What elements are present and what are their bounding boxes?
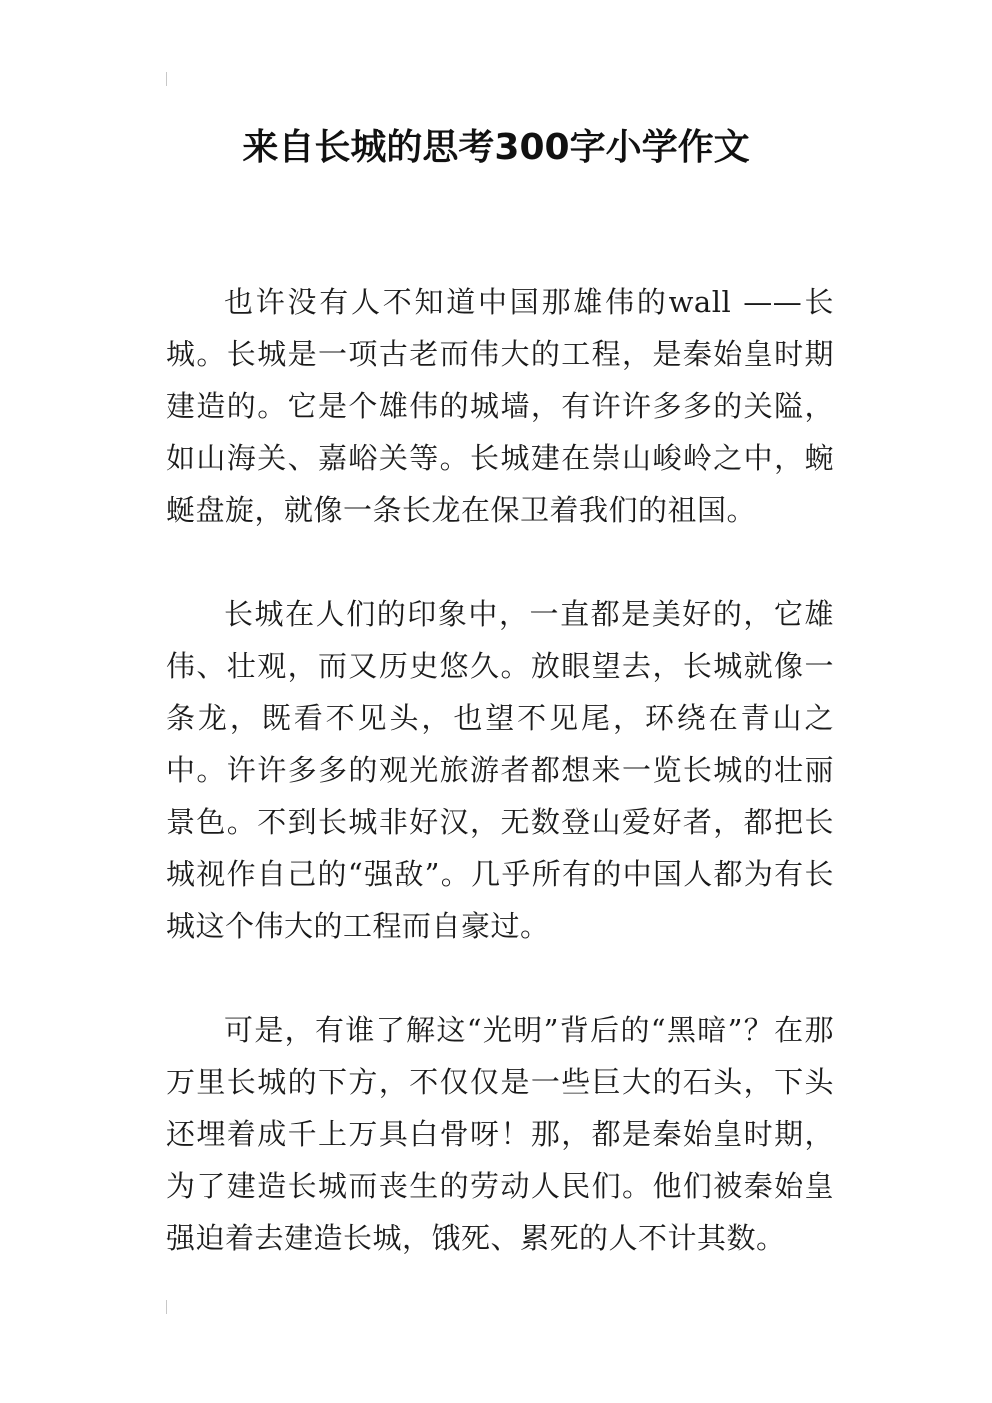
page-corner-mark-top [166, 72, 167, 86]
paragraph-2: 长城在人们的印象中，一直都是美好的，它雄伟、壮观，而又历史悠久。放眼望去，长城就像一条龙，既看不见头，也望不见尾，环绕在青山之中。许许多多的观光旅游者都想来一览长城的壮丽景色。不到长城非好汉，无数登山爱好者，都把长城视作自己的“强敌”。几乎所有的中国人都为有长城这个伟大的工程而自豪过。 [166, 597, 834, 943]
document-title: 来自长城的思考300字小学作文 [242, 127, 750, 168]
document-body [166, 276, 834, 1316]
page-corner-mark-bottom [166, 1300, 167, 1314]
paragraph-3: 可是，有谁了解这“光明”背后的“黑暗”？在那万里长城的下方，不仅仅是一些巨大的石头，下头还埋着成千上万具白骨呀！那，都是秦始皇时期，为了建造长城而丧生的劳动人民们。他们被秦始皇强迫着去建造长城，饿死、累死的人不计其数。 [166, 1013, 834, 1255]
paragraph-1: 也许没有人不知道中国那雄伟的wall ——长城。长城是一项古老而伟大的工程，是秦始皇时期建造的。它是个雄伟的城墙，有许许多多的关隘，如山海关、嘉峪关等。长城建在崇山峻岭之中，蜿蜒盘旋，就像一条长龙在保卫着我们的祖国。 [166, 285, 834, 527]
